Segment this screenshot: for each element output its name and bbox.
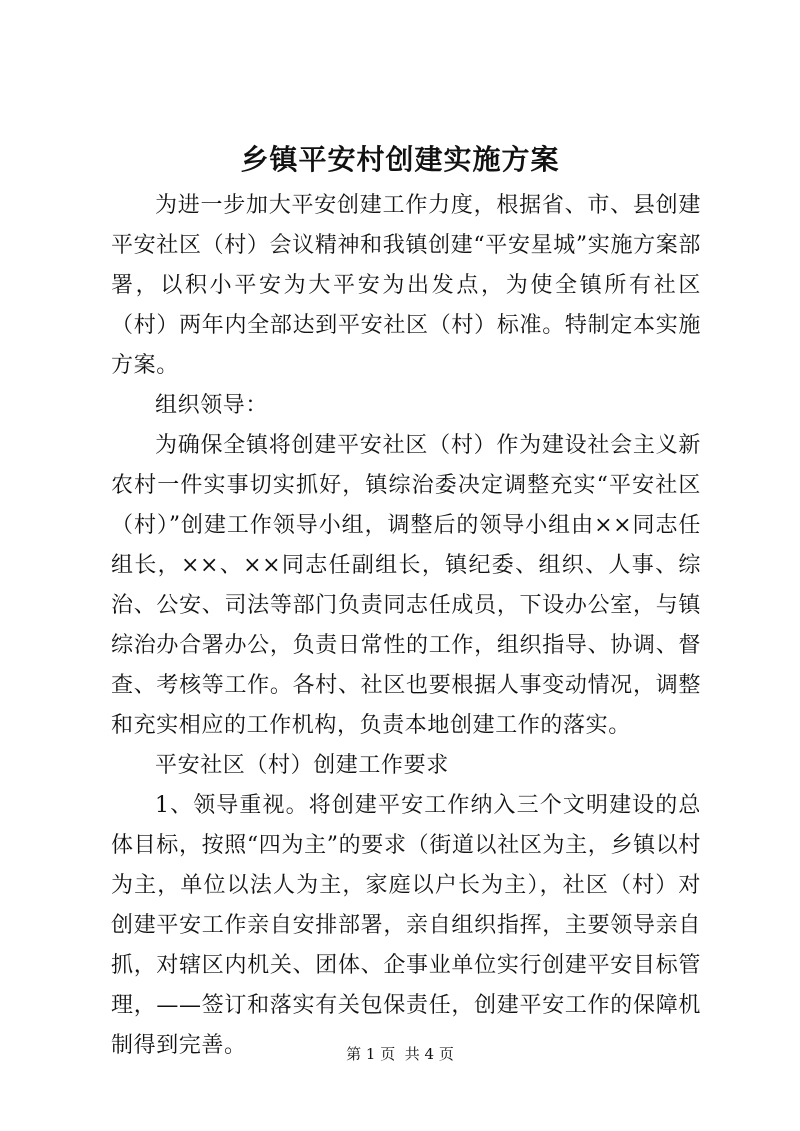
document-body bbox=[111, 186, 701, 1066]
paragraph-requirement-1: 1、领导重视。将创建平安工作纳入三个文明建设的总体目标，按照“四为主”的要求（街道以社区为主，乡镇以村为主，单位以法人为主，家庭以户长为主），社区（村）对创建平安工作亲自安排部署，亲自组织指挥，主要领导亲自抓，对辖区内机关、团体、企事业单位实行创建平安目标管理，——签订和落实有关包保责任，创建平安工作的保障机制得到完善。 bbox=[111, 793, 701, 1058]
paragraph-intro: 为进一步加大平安创建工作力度，根据省、市、县创建平安社区（村）会议精神和我镇创建“平安星城”实施方案部署，以积小平安为大平安为出发点，为使全镇所有社区（村）两年内全部达到平安社区（村）标准。特制定本实施方案。 bbox=[111, 193, 701, 378]
paragraph-org-details: 为确保全镇将创建平安社区（村）作为建设社会主义新农村一件实事切实抓好，镇综治委决定调整充实“平安社区（村）”创建工作领导小组，调整后的领导小组由××同志任组长，××、××同志任副组长，镇纪委、组织、人事、综治、公安、司法等部门负责同志任成员，下设办公室，与镇综治办合署办公，负责日常性的工作，组织指导、协调、督查、考核等工作。各村、社区也要根据人事变动情况，调整和充实相应的工作机构，负责本地创建工作的落实。 bbox=[111, 433, 701, 738]
page-footer bbox=[0, 1044, 800, 1064]
document-title: 乡镇平安村创建实施方案 bbox=[240, 143, 560, 176]
paragraph-requirements-heading: 平安社区（村）创建工作要求 bbox=[155, 753, 449, 778]
page-number: 第 1 页 共 4 页 bbox=[346, 1045, 454, 1063]
paragraph-org-heading: 组织领导： bbox=[155, 393, 269, 418]
